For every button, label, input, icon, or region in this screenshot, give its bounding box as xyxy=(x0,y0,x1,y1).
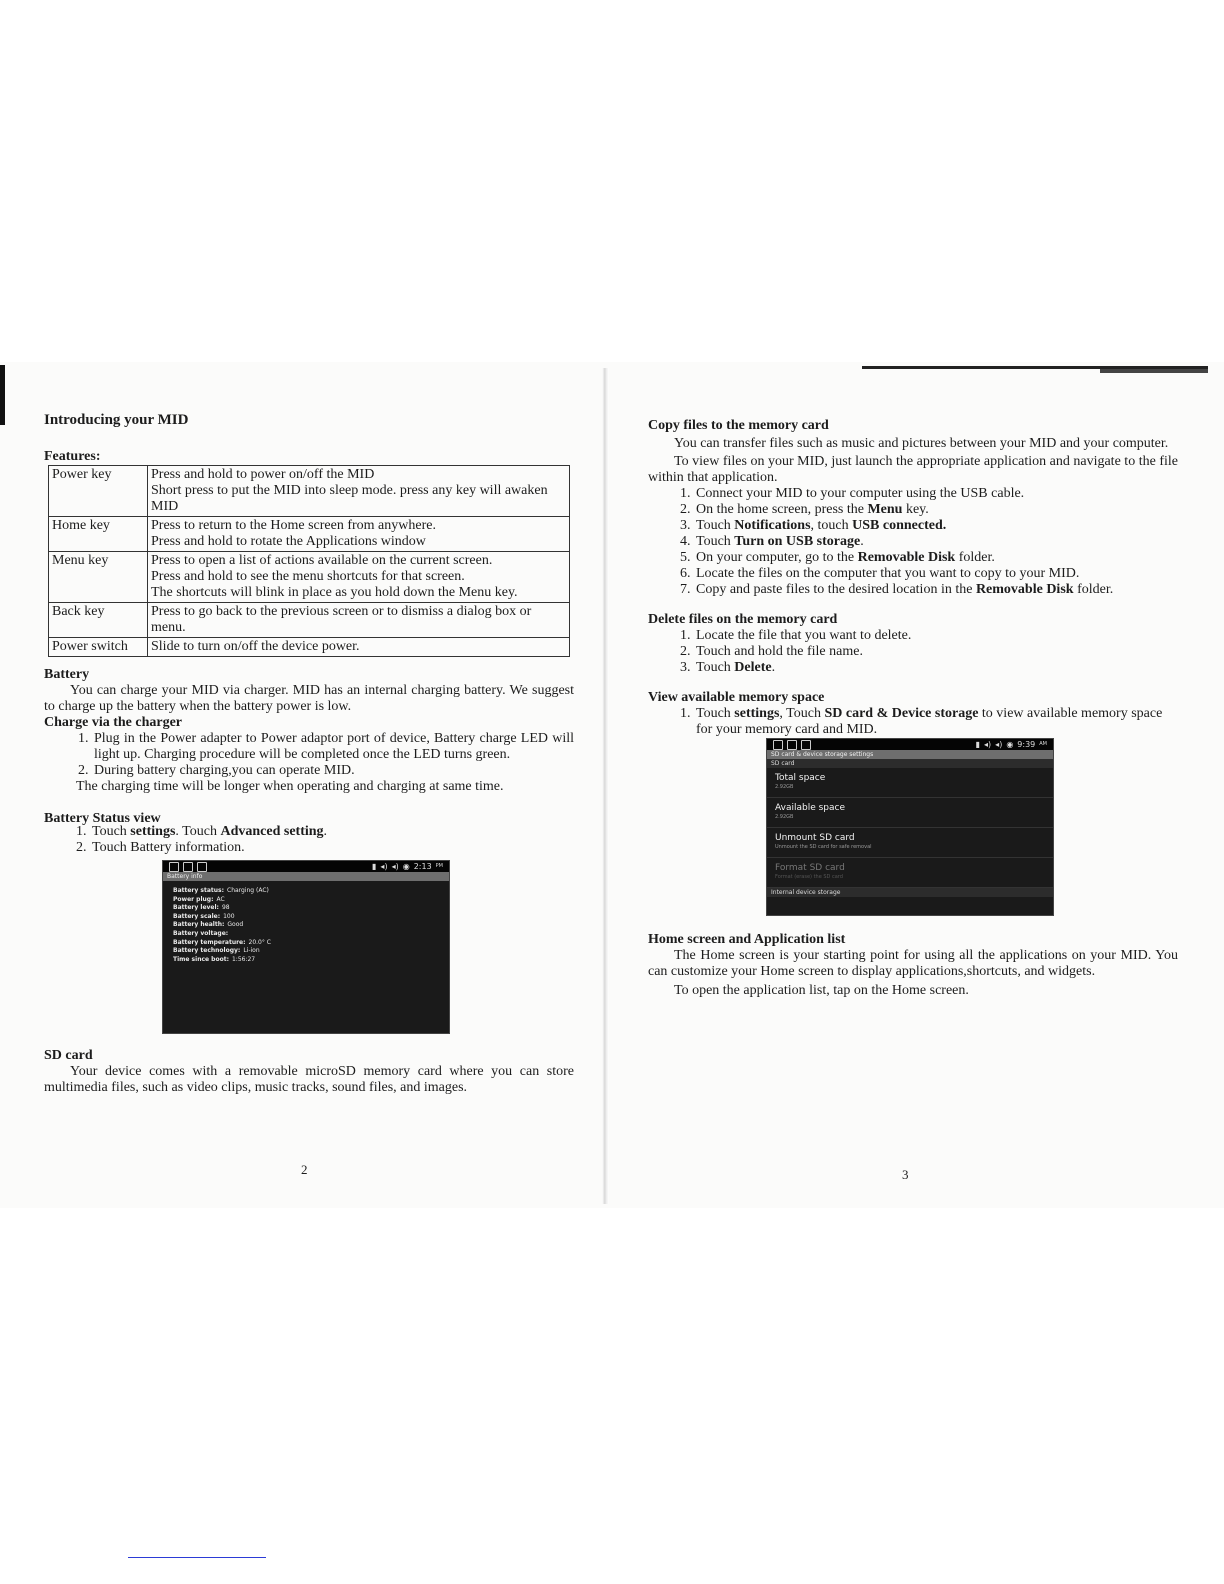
settings-item[interactable] xyxy=(767,858,1053,888)
list-item: 2. Touch and hold the file name. xyxy=(694,644,1178,660)
sd-text: Your device comes with a removable microSD memory card where you can store multimedia files, such as video clips, music tracks, sound files, and images. xyxy=(44,1064,574,1095)
battery-info-row xyxy=(173,956,439,965)
home-heading: Home screen and Application list xyxy=(648,932,846,947)
table-row xyxy=(49,517,570,552)
battery-info-row xyxy=(173,947,439,956)
battery-info-row xyxy=(173,921,439,930)
status-time: 2:13 xyxy=(413,862,432,871)
battery-status-steps xyxy=(44,824,574,856)
battery-info-list xyxy=(163,881,449,970)
table-row xyxy=(49,603,570,638)
feature-line: The shortcuts will blink in place as you hold down the Menu key. xyxy=(151,585,518,600)
list-item: 4. Touch Turn on USB storage. xyxy=(694,534,1178,550)
left-page xyxy=(44,412,574,1096)
scan-edge xyxy=(0,365,5,425)
screen-title: SD card & device storage settings xyxy=(767,750,1053,759)
status-ampm: PM xyxy=(435,863,443,869)
battery-info-row xyxy=(173,939,439,948)
battery-info-row xyxy=(173,887,439,896)
home-paragraph-2: To open the application list, tap on the Home screen. xyxy=(674,983,969,998)
settings-item[interactable] xyxy=(767,828,1053,858)
settings-item[interactable] xyxy=(767,768,1053,798)
feature-key: Power key xyxy=(49,466,148,517)
scan-top-rule-shadow xyxy=(1100,369,1208,373)
usb-icon xyxy=(169,862,179,872)
sd-settings-list xyxy=(767,768,1053,888)
features-heading: Features: xyxy=(44,449,101,464)
battery-info-value: 100 xyxy=(223,912,235,920)
battery-info-value: 20.0° C xyxy=(248,938,271,946)
battery-icon: ▮ xyxy=(372,862,377,871)
feature-line: Press to open a list of actions available on the current screen. xyxy=(151,553,493,568)
battery-status-heading: Battery Status view xyxy=(44,811,161,826)
copy-heading: Copy files to the memory card xyxy=(648,418,829,433)
battery-info-value: 1:56:27 xyxy=(231,955,256,963)
list-item: 1. Locate the file that you want to delete. xyxy=(694,628,1178,644)
features-table xyxy=(48,465,570,657)
list-item: 3. Touch Delete. xyxy=(694,660,1178,676)
settings-item-title: Total space xyxy=(775,773,826,783)
status-bar xyxy=(163,861,449,872)
notification-icon xyxy=(801,740,811,750)
settings-item-title: Format SD card xyxy=(775,863,845,873)
battery-info-screenshot xyxy=(162,860,450,1034)
page-number: 2 xyxy=(301,1162,308,1177)
android-icon xyxy=(787,740,797,750)
settings-item-summary: 2.92GB xyxy=(775,784,794,790)
right-page xyxy=(648,418,1178,999)
sd-storage-screenshot xyxy=(766,738,1054,916)
table-row xyxy=(49,552,570,603)
battery-info-label: Power plug: xyxy=(173,895,214,903)
battery-icon: ▮ xyxy=(975,740,981,749)
copy-steps xyxy=(648,486,1178,598)
feature-key: Power switch xyxy=(49,638,148,657)
battery-info-label: Time since boot: xyxy=(173,955,229,963)
battery-info-row xyxy=(173,913,439,922)
list-item: 2. Touch Battery information. xyxy=(90,840,574,856)
feature-key: Menu key xyxy=(49,552,148,603)
battery-info-value: 98 xyxy=(221,904,230,912)
feature-description xyxy=(148,517,570,552)
list-item: 5. On your computer, go to the Removable Disk folder. xyxy=(694,550,1178,566)
list-item: 6. Locate the files on the computer that you want to copy to your MID. xyxy=(694,566,1178,582)
list-item: 2. On the home screen, press the Menu key. xyxy=(694,502,1178,518)
home-paragraph-1: The Home screen is your starting point for using all the applications on your MID. You can customize your Home screen to display applications,shortcuts, and widgets. xyxy=(648,948,1178,979)
page-heading: Introducing your MID xyxy=(44,412,189,428)
feature-key: Back key xyxy=(49,603,148,638)
battery-info-label: Battery voltage: xyxy=(173,929,229,937)
table-row xyxy=(49,466,570,517)
battery-info-value: AC xyxy=(216,895,225,903)
feature-description xyxy=(148,466,570,517)
battery-info-label: Battery level: xyxy=(173,904,219,912)
volume-icon: ◂) xyxy=(380,862,388,871)
settings-item[interactable] xyxy=(767,798,1053,828)
feature-line: Slide to turn on/off the device power. xyxy=(151,639,360,654)
status-bar xyxy=(767,739,1053,750)
status-time: 9:39 xyxy=(1017,740,1036,749)
copy-paragraph-1: You can transfer files such as music and pictures between your MID and your computer. xyxy=(674,436,1169,451)
list-item: 1. Plug in the Power adapter to Power adaptor port of device, Battery charge LED will light up. Charging procedure will be completed once the LED turns green. xyxy=(92,731,574,763)
battery-info-value: Li-ion xyxy=(243,947,260,955)
feature-line: Press to return to the Home screen from anywhere. xyxy=(151,518,436,533)
list-item: 1. Touch settings. Touch Advanced setting. xyxy=(90,824,574,840)
charge-steps xyxy=(44,731,574,779)
battery-info-row xyxy=(173,896,439,905)
list-item: 7. Copy and paste files to the desired location in the Removable Disk folder. xyxy=(694,582,1178,598)
settings-item-summary: Unmount the SD card for safe removal xyxy=(775,844,872,850)
list-item: 1. Connect your MID to your computer using the USB cable. xyxy=(694,486,1178,502)
battery-info-value: Good xyxy=(227,921,244,929)
feature-line: Short press to put the MID into sleep mode. press any key will awaken MID xyxy=(151,483,548,514)
notification-icon xyxy=(197,862,207,872)
view-memory-steps xyxy=(648,706,1178,738)
sound-icon: ◂) xyxy=(995,740,1003,749)
battery-info-label: Battery status: xyxy=(173,887,224,894)
feature-description xyxy=(148,603,570,638)
feature-line: Press and hold to see the menu shortcuts for that screen. xyxy=(151,569,465,584)
settings-item-title: Available space xyxy=(775,803,846,813)
charge-note: The charging time will be longer when operating and charging at same time. xyxy=(76,779,504,794)
feature-line: Press and hold to power on/off the MID xyxy=(151,467,375,482)
settings-item-summary: 2.92GB xyxy=(775,814,794,820)
settings-item-title: Unmount SD card xyxy=(775,833,855,843)
list-item: 2. During battery charging,you can operate MID. xyxy=(92,763,574,779)
feature-line: Press and hold to rotate the Applications window xyxy=(151,534,426,549)
feature-line: Press to go back to the previous screen or to dismiss a dialog box or menu. xyxy=(151,604,532,635)
screen-title: Battery info xyxy=(163,872,449,881)
table-row xyxy=(49,638,570,657)
battery-info-label: Battery temperature: xyxy=(173,938,246,946)
android-icon xyxy=(183,862,193,872)
battery-info-label: Battery scale: xyxy=(173,912,221,920)
delete-heading: Delete files on the memory card xyxy=(648,612,838,627)
battery-info-label: Battery technology: xyxy=(173,947,241,955)
battery-info-value: Charging (AC) xyxy=(227,887,269,894)
battery-info-row xyxy=(173,904,439,913)
battery-info-label: Battery health: xyxy=(173,921,225,929)
feature-description xyxy=(148,638,570,657)
status-ampm: AM xyxy=(1039,741,1047,747)
view-memory-heading: View available memory space xyxy=(648,690,825,705)
page-number: 3 xyxy=(902,1167,909,1182)
battery-info-row xyxy=(173,930,439,939)
sound-icon: ◂) xyxy=(391,862,399,871)
bottom-rule xyxy=(128,1557,266,1558)
list-item: 1. Touch settings, Touch SD card & Device storage to view available memory space for your memory card and MID. xyxy=(694,706,1178,738)
delete-steps xyxy=(648,628,1178,676)
volume-icon: ◂) xyxy=(984,740,992,749)
feature-key: Home key xyxy=(49,517,148,552)
feature-description xyxy=(148,552,570,603)
sd-heading: SD card xyxy=(44,1048,93,1063)
charge-heading: Charge via the charger xyxy=(44,715,183,730)
battery-heading: Battery xyxy=(44,667,90,682)
clock-icon: ◉ xyxy=(1006,740,1014,749)
list-item: 3. Touch Notifications, touch USB connected. xyxy=(694,518,1178,534)
book-spine xyxy=(602,368,609,1204)
category-sd-card: SD card xyxy=(767,759,1053,768)
category-internal-storage: Internal device storage xyxy=(767,888,1053,897)
clock-icon: ◉ xyxy=(402,862,410,871)
settings-item-summary: Format (erase) the SD card xyxy=(775,874,843,880)
copy-paragraph-2: To view files on your MID, just launch the appropriate application and navigate to the file within that application. xyxy=(648,454,1178,485)
battery-text: You can charge your MID via charger. MID has an internal charging battery. We suggest to charge up the battery when the battery power is low. xyxy=(44,683,574,714)
usb-icon xyxy=(773,740,783,750)
